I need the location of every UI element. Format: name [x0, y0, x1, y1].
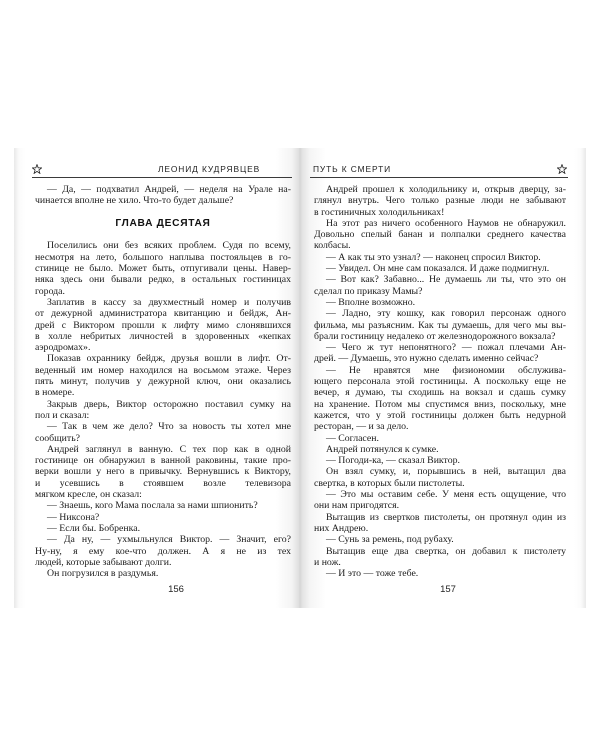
text-line: мягком кресле, он сказал:: [35, 489, 142, 501]
text-line: сообщить?: [35, 432, 81, 444]
text-line: Ну-ну, я ему кое-что должен. А я не из тех: [35, 545, 291, 557]
text-line: Вытащив из свертков пистолеты, он протянул один из: [326, 511, 566, 523]
text-line: и усевшись в стоявшем возле телевизора: [35, 477, 291, 489]
text-line: в гостиничных холодильниках!: [314, 206, 445, 218]
text-line: — Ладно, эту кошку, как говорил персонаж одного: [326, 308, 566, 320]
text-line: Показав охраннику бейдж, друзья вошли в лифт. От-: [47, 353, 291, 365]
text-line: веденный им номер находился на восьмом этаже. Через: [35, 364, 291, 376]
text-line: сделал по приказу Мамы?: [314, 285, 423, 297]
text-line: они нам пригодятся.: [314, 500, 400, 512]
running-head-author: ЛЕОНИД КУДРЯВЦЕВ: [158, 164, 261, 174]
text-line: гостинице он обнаружил в ванной раковины, такие про-: [35, 455, 291, 467]
text-line: — Согласен.: [326, 432, 379, 444]
text-line: города.: [35, 285, 65, 297]
text-line: Андрей прошел к холодильнику и, открыв дверцу, за-: [326, 184, 566, 195]
text-line: чинается вполне не хило. Что-то будет дальше?: [35, 195, 234, 207]
text-line: Довольно спелый банан и полпалки среднего качества: [314, 229, 566, 241]
text-line: — Сунь за ремень, под рубаху.: [326, 534, 454, 546]
header-rule: [32, 177, 292, 178]
text-line: — И это — тоже тебе.: [326, 568, 419, 580]
star-icon: [557, 164, 567, 174]
text-line: верки вошли у него в привычку. Вернувшись к Виктору,: [35, 466, 291, 478]
text-line: от дежурной администратора квитанцию и бейдж, Ан-: [35, 308, 291, 320]
text-line: глянул внутрь. Чего только разные люди не забывают: [314, 195, 566, 207]
text-line: — Вполне возможно.: [326, 296, 416, 308]
text-line: — Знаешь, кого Мама послала за нами шпионить?: [47, 500, 258, 512]
text-line: аэродромах».: [35, 342, 91, 354]
chapter-title: ГЛАВА ДЕСЯТАЯ: [115, 217, 211, 229]
text-line: — Да, — подхватил Андрей, — неделя на Урале на-: [47, 184, 291, 195]
text-line: пол и сказал:: [35, 409, 90, 421]
text-line: Андрей потянулся к сумке.: [326, 443, 439, 455]
text-line: — Увидел. Он мне сам показался. И даже подмигнул.: [326, 263, 550, 275]
text-line: в холле небритых личностей в здоровенных «кепках: [35, 330, 291, 342]
text-line: Заплатив в кассу за двухместный номер и получив: [47, 296, 291, 308]
page-number: 156: [168, 584, 184, 595]
text-line: и нож.: [314, 556, 341, 568]
text-line: Поселились они без всяких проблем. Судя по всему,: [47, 240, 291, 252]
text-line: — Да ну, — ухмыльнулся Виктор. — Значит, его?: [47, 534, 291, 546]
text-line: людей, которые забывают долги.: [35, 556, 172, 568]
page-number: 157: [440, 584, 456, 595]
text-line: — Погоди-ка, — сказал Виктор.: [326, 455, 460, 467]
text-line: — Чего ж тут непонятного? — пожал плечами Ан-: [326, 342, 566, 354]
text-line: в номере.: [35, 387, 75, 399]
text-line: Он погрузился в раздумья.: [47, 568, 159, 580]
text-line: — Никсона?: [47, 511, 100, 523]
text-line: ресторан, — и за дело.: [314, 421, 409, 433]
text-line: Андрей заглянул в ванную. С тех пор как в одной: [47, 443, 291, 455]
text-line: фильма, мы разъясним. Как ты думаешь, для чего мы вы-: [314, 319, 566, 331]
text-line: — Если бы. Бобренка.: [47, 522, 141, 534]
text-line: На этот раз ничего особенного Наумов не обнаружил.: [326, 217, 566, 229]
text-line: пять минут, получив у дежурной ключ, они оказались: [35, 376, 291, 388]
text-line: Закрыв дверь, Виктор осторожно поставил сумку на: [47, 398, 291, 410]
text-line: — А как ты это узнал? — наконец спросил Виктор.: [326, 251, 541, 263]
text-line: брали гостиницу недалеко от железнодорожного вокзала?: [314, 330, 556, 342]
text-line: свертка, в которых были пистолеты.: [314, 477, 465, 489]
text-line: колбасы.: [314, 240, 351, 252]
text-line: — Не нравятся мне физиономии обслужива-: [326, 364, 566, 376]
text-line: несмотря на лето, большого наплыва постояльцев в го-: [35, 251, 291, 263]
text-line: — Это мы оставим себе. У меня есть ощущение, что: [326, 489, 566, 501]
running-head-title: ПУТЬ К СМЕРТИ: [313, 164, 392, 174]
text-line: стинице не было. Может быть, отпугивали цены. Навер-: [35, 263, 291, 275]
text-line: дрей. — Думаешь, это нужно сделать именно сейчас?: [314, 353, 539, 365]
header-rule: [310, 177, 568, 178]
text-line: них Андрею.: [314, 522, 369, 534]
text-line: дрей с Виктором прошли к лифту мимо слонявшихся: [35, 319, 291, 331]
text-line: вечер, я думаю, ты сходишь на вокзал и сдашь сумку: [314, 387, 566, 399]
right-page-text: [314, 184, 566, 579]
text-line: Вытащив еще два свертка, он добавил к пистолету: [326, 545, 566, 557]
text-line: няка здесь они бывали редко, в остальных гостиницах: [35, 274, 291, 286]
text-line: — Так в чем же дело? Что за новость ты хотел мне: [47, 421, 291, 433]
text-line: ющего персонала этой гостиницы. А поскольку еще не: [314, 376, 566, 388]
star-icon: [32, 164, 42, 174]
text-line: — Вот как? Забавно... Не думаешь ли ты, что это он: [326, 274, 566, 286]
text-line: кажется, что у этой гостиницы должен быть недурной: [314, 409, 566, 421]
left-page-text: [35, 184, 291, 579]
text-line: на хранение. Потом мы спустимся вниз, поскольку, мне: [314, 398, 566, 410]
text-line: Он взял сумку, и, порывшись в ней, вытащил два: [326, 466, 566, 478]
